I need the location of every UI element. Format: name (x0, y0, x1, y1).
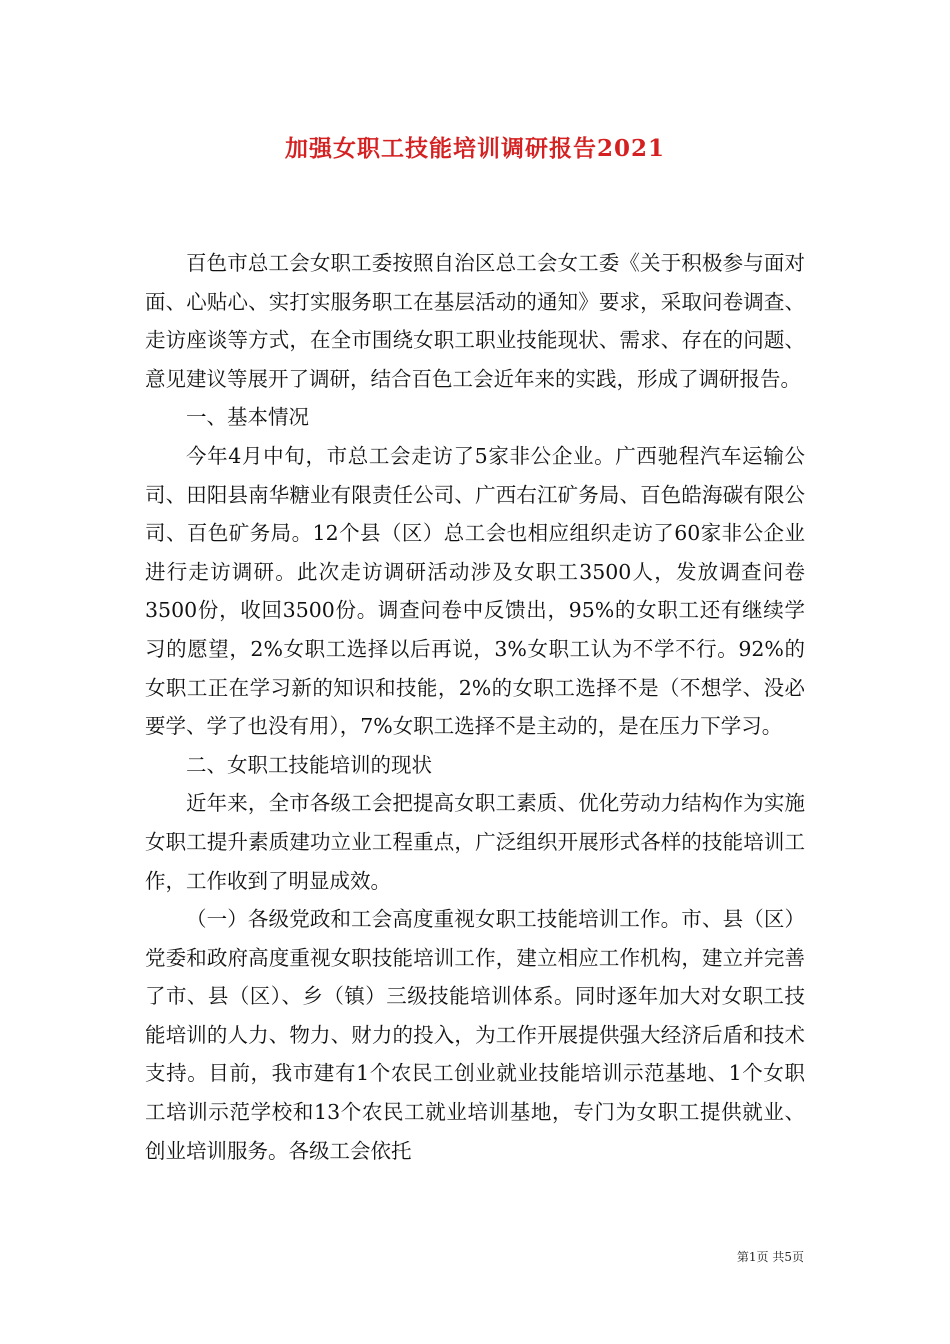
document-title: 加强女职工技能培训调研报告2021 (284, 135, 665, 162)
survey-paragraph: 今年4月中旬，市总工会走访了5家非公企业。广西驰程汽车运输公司、田阳县南华糖业有限责任公司、广西右江矿务局、百色皓海碳有限公司、百色矿务局。12个县（区）总工会也相应组织走访了60家非公企业进行走访调研。此次走访调研活动涉及女职工3500人，发放调查问卷3500份，收回3500份。调查问卷中反馈出，95%的女职工还有继续学习的愿望，2%女职工选择以后再说，3%女职工认为不学不行。92%的女职工正在学习新的知识和技能，2%的女职工选择不是（不想学、没必要学、学了也没有用），7%女职工选择不是主动的，是在压力下学习。 (145, 443, 805, 739)
document-body (145, 244, 805, 1170)
intro-paragraph: 百色市总工会女职工委按照自治区总工会女工委《关于积极参与面对面、心贴心、实打实服务职工在基层活动的通知》要求，采取问卷调查、走访座谈等方式，在全市围绕女职工职业技能现状、需求、存在的问题、意见建议等展开了调研，结合百色工会近年来的实践，形成了调研报告。 (145, 251, 805, 391)
section-heading-basic-situation: 一、基本情况 (186, 405, 309, 430)
recent-years-paragraph: 近年来，全市各级工会把提高女职工素质、优化劳动力结构作为实施女职工提升素质建功立业工程重点，广泛组织开展形式各样的技能培训工作，工作收到了明显成效。 (145, 791, 805, 893)
page-number: 第1页 共5页 (736, 1250, 804, 1264)
party-attention-paragraph: （一）各级党政和工会高度重视女职工技能培训工作。市、县（区）党委和政府高度重视女职技能培训工作，建立相应工作机构，建立并完善了市、县（区）、乡（镇）三级技能培训体系。同时逐年加大对女职工技能培训的人力、物力、财力的投入，为工作开展提供强大经济后盾和技术支持。目前，我市建有1个农民工创业就业技能培训示范基地、1个女职工培训示范学校和13个农民工就业培训基地，专门为女职工提供就业、创业培训服务。各级工会依托 (145, 907, 805, 1163)
section-heading-training-status: 二、女职工技能培训的现状 (186, 752, 432, 777)
